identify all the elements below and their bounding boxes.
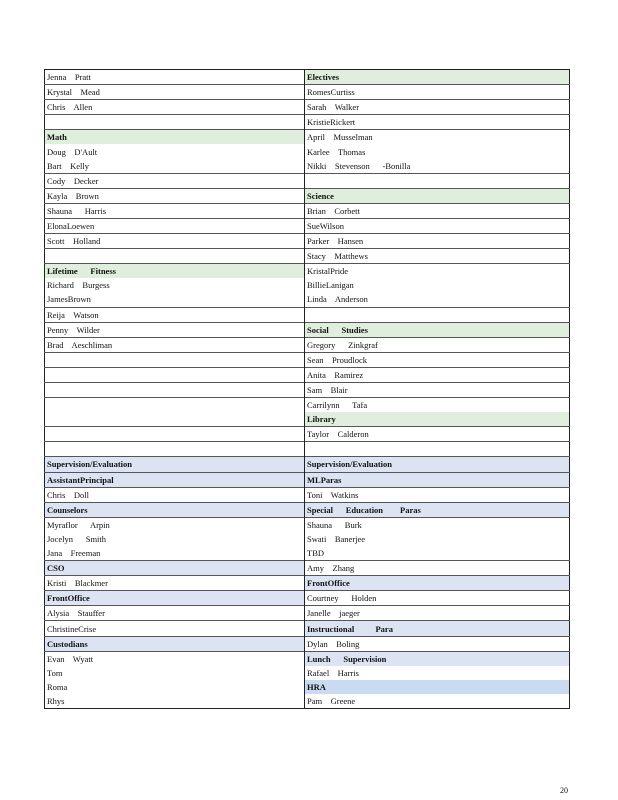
table-row bbox=[45, 203, 570, 218]
staff-name-left: Alysia Stauffer bbox=[45, 606, 305, 621]
staff-name-left bbox=[45, 412, 305, 427]
table-row bbox=[45, 307, 570, 322]
table-row bbox=[45, 694, 570, 709]
table-row bbox=[45, 382, 570, 397]
section-heading-right: Electives bbox=[305, 70, 570, 85]
staff-name-right: TBD bbox=[307, 548, 324, 559]
section-heading-left: AssistantPrincipal bbox=[45, 472, 305, 487]
section-heading-right: MLParas bbox=[305, 472, 570, 487]
staff-name-left: Penny Wilder bbox=[45, 322, 305, 337]
staff-name-left bbox=[45, 352, 305, 367]
table-row bbox=[45, 636, 570, 651]
staff-name-right bbox=[305, 442, 570, 457]
staff-name-right: Amy Zhang bbox=[305, 561, 570, 576]
staff-name-left: Jocelyn Smith bbox=[45, 532, 305, 546]
section-heading-right: FrontOffice bbox=[305, 576, 570, 591]
section-heading-left: Custodians bbox=[45, 636, 305, 651]
staff-name-left: Doug D'Ault bbox=[45, 144, 305, 158]
staff-directory-rows bbox=[45, 70, 570, 709]
staff-name-left: Chris Doll bbox=[45, 487, 305, 502]
table-row bbox=[45, 292, 570, 307]
section-heading-left: Supervision/Evaluation bbox=[45, 457, 305, 472]
table-row bbox=[45, 188, 570, 203]
table-row bbox=[45, 70, 570, 85]
staff-name-right: Pam Greene bbox=[307, 695, 356, 706]
staff-name-right: Courtney Holden bbox=[305, 591, 570, 606]
staff-name-right: Sam Blair bbox=[305, 382, 570, 397]
staff-name-left bbox=[45, 367, 305, 382]
staff-name-left bbox=[45, 442, 305, 457]
table-row bbox=[45, 606, 570, 621]
table-row bbox=[45, 517, 570, 532]
table-row bbox=[45, 472, 570, 487]
table-row bbox=[45, 427, 570, 442]
staff-name-right: Shauna Burk bbox=[305, 517, 570, 532]
staff-name-right: Swati Banerjee bbox=[307, 533, 366, 544]
staff-name-left bbox=[45, 398, 305, 413]
staff-name-right: KristieRickert bbox=[305, 115, 570, 130]
section-heading-right: HRA bbox=[305, 680, 570, 694]
staff-name-left: Bart Kelly bbox=[45, 159, 305, 174]
table-row bbox=[45, 680, 570, 694]
table-row bbox=[45, 487, 570, 502]
staff-name-right bbox=[305, 307, 570, 322]
page-number: 20 bbox=[560, 786, 568, 795]
staff-name-right: Karlee Thomas bbox=[307, 146, 366, 157]
staff-name-right: SueWilson bbox=[305, 218, 570, 233]
section-heading-right: Special Education Paras bbox=[305, 502, 570, 517]
staff-name-left: Shauna Harris bbox=[45, 203, 305, 218]
table-row bbox=[45, 621, 570, 636]
staff-name-right: Anita Ramirez bbox=[305, 367, 570, 382]
staff-name-left bbox=[45, 249, 305, 264]
section-heading-right: Library bbox=[305, 412, 570, 427]
staff-name-left: Rhys bbox=[45, 694, 305, 709]
staff-name-left: Jana Freeman bbox=[45, 546, 305, 561]
staff-name-right bbox=[305, 173, 570, 188]
table-row bbox=[45, 278, 570, 292]
section-heading-left: CSO bbox=[45, 561, 305, 576]
staff-name-right: Linda Anderson bbox=[307, 294, 368, 305]
table-row bbox=[45, 249, 570, 264]
staff-name-left: Evan Wyatt bbox=[45, 651, 305, 666]
staff-name-left bbox=[45, 427, 305, 442]
staff-name-right: RomesCurtiss bbox=[305, 85, 570, 100]
table-row bbox=[45, 115, 570, 130]
table-row bbox=[45, 130, 570, 145]
staff-name-left: Scott Holland bbox=[45, 234, 305, 249]
table-row bbox=[45, 398, 570, 413]
staff-name-left: JamesBrown bbox=[45, 292, 305, 307]
table-row bbox=[45, 532, 570, 546]
staff-name-right: Janelle jaeger bbox=[305, 606, 570, 621]
staff-name-right: Sarah Walker bbox=[305, 100, 570, 115]
table-row bbox=[45, 651, 570, 666]
table-row bbox=[45, 666, 570, 680]
staff-name-left: Richard Burgess bbox=[45, 278, 305, 292]
table-row bbox=[45, 337, 570, 352]
section-heading-right: Science bbox=[305, 188, 570, 203]
staff-name-right: Stacy Matthews bbox=[305, 249, 570, 264]
staff-name-left: Tom bbox=[45, 666, 305, 680]
table-row bbox=[45, 100, 570, 115]
staff-name-left: Chris Allen bbox=[45, 100, 305, 115]
staff-name-left: ElonaLoewen bbox=[45, 218, 305, 233]
table-row bbox=[45, 412, 570, 427]
staff-name-right: April Musselman bbox=[305, 130, 570, 145]
section-heading-right: Instructional Para bbox=[305, 621, 570, 636]
staff-name-left bbox=[45, 115, 305, 130]
staff-name-left: Myraflor Arpin bbox=[45, 517, 305, 532]
staff-name-right: KristalPride bbox=[305, 264, 570, 279]
staff-name-left: Kayla Brown bbox=[45, 188, 305, 203]
staff-name-left: Brad Aeschliman bbox=[45, 337, 305, 352]
table-row bbox=[45, 561, 570, 576]
staff-name-right: Parker Hansen bbox=[305, 234, 570, 249]
table-row bbox=[45, 218, 570, 233]
table-row bbox=[45, 234, 570, 249]
section-heading-left: Math bbox=[45, 130, 305, 145]
section-heading-left: Lifetime Fitness bbox=[45, 264, 305, 279]
staff-name-left: ChristineCrise bbox=[45, 621, 305, 636]
staff-name-left: Reija Watson bbox=[45, 307, 305, 322]
table-row bbox=[45, 322, 570, 337]
table-row bbox=[45, 502, 570, 517]
table-row bbox=[45, 576, 570, 591]
staff-name-right: Dylan Boling bbox=[305, 636, 570, 651]
staff-name-right: Rafael Harris bbox=[307, 667, 359, 678]
staff-name-right: Gregory Zinkgraf bbox=[305, 337, 570, 352]
table-row bbox=[45, 367, 570, 382]
table-row bbox=[45, 546, 570, 561]
staff-name-left: Kristi Blackmer bbox=[45, 576, 305, 591]
table-row bbox=[45, 159, 570, 174]
section-heading-left: FrontOffice bbox=[45, 591, 305, 606]
section-heading-right: Supervision/Evaluation bbox=[305, 457, 570, 472]
table-row bbox=[45, 264, 570, 279]
table-row bbox=[45, 144, 570, 158]
staff-name-right: Toni Watkins bbox=[305, 487, 570, 502]
staff-directory-table bbox=[44, 69, 570, 709]
table-row bbox=[45, 85, 570, 100]
table-row bbox=[45, 457, 570, 472]
section-heading-right: Lunch Supervision bbox=[305, 651, 570, 666]
staff-name-left: Roma bbox=[45, 680, 305, 694]
staff-name-left: Cody Decker bbox=[45, 173, 305, 188]
staff-name-left: Krystal Mead bbox=[45, 85, 305, 100]
table-row bbox=[45, 591, 570, 606]
staff-name-right: BillieLanigan bbox=[307, 280, 354, 291]
staff-name-right: Carrilynn Tafa bbox=[305, 398, 570, 413]
table-row bbox=[45, 352, 570, 367]
staff-name-right: Sean Proudlock bbox=[305, 352, 570, 367]
table-row bbox=[45, 173, 570, 188]
table-row bbox=[45, 442, 570, 457]
section-heading-left: Counselors bbox=[45, 502, 305, 517]
staff-name-left bbox=[45, 382, 305, 397]
staff-name-right: Nikki Stevenson -Bonilla bbox=[307, 160, 411, 171]
staff-name-right: Brian Corbett bbox=[305, 203, 570, 218]
staff-name-left: Jenna Pratt bbox=[45, 70, 305, 85]
section-heading-right: Social Studies bbox=[305, 322, 570, 337]
staff-name-right: Taylor Calderon bbox=[305, 427, 570, 442]
